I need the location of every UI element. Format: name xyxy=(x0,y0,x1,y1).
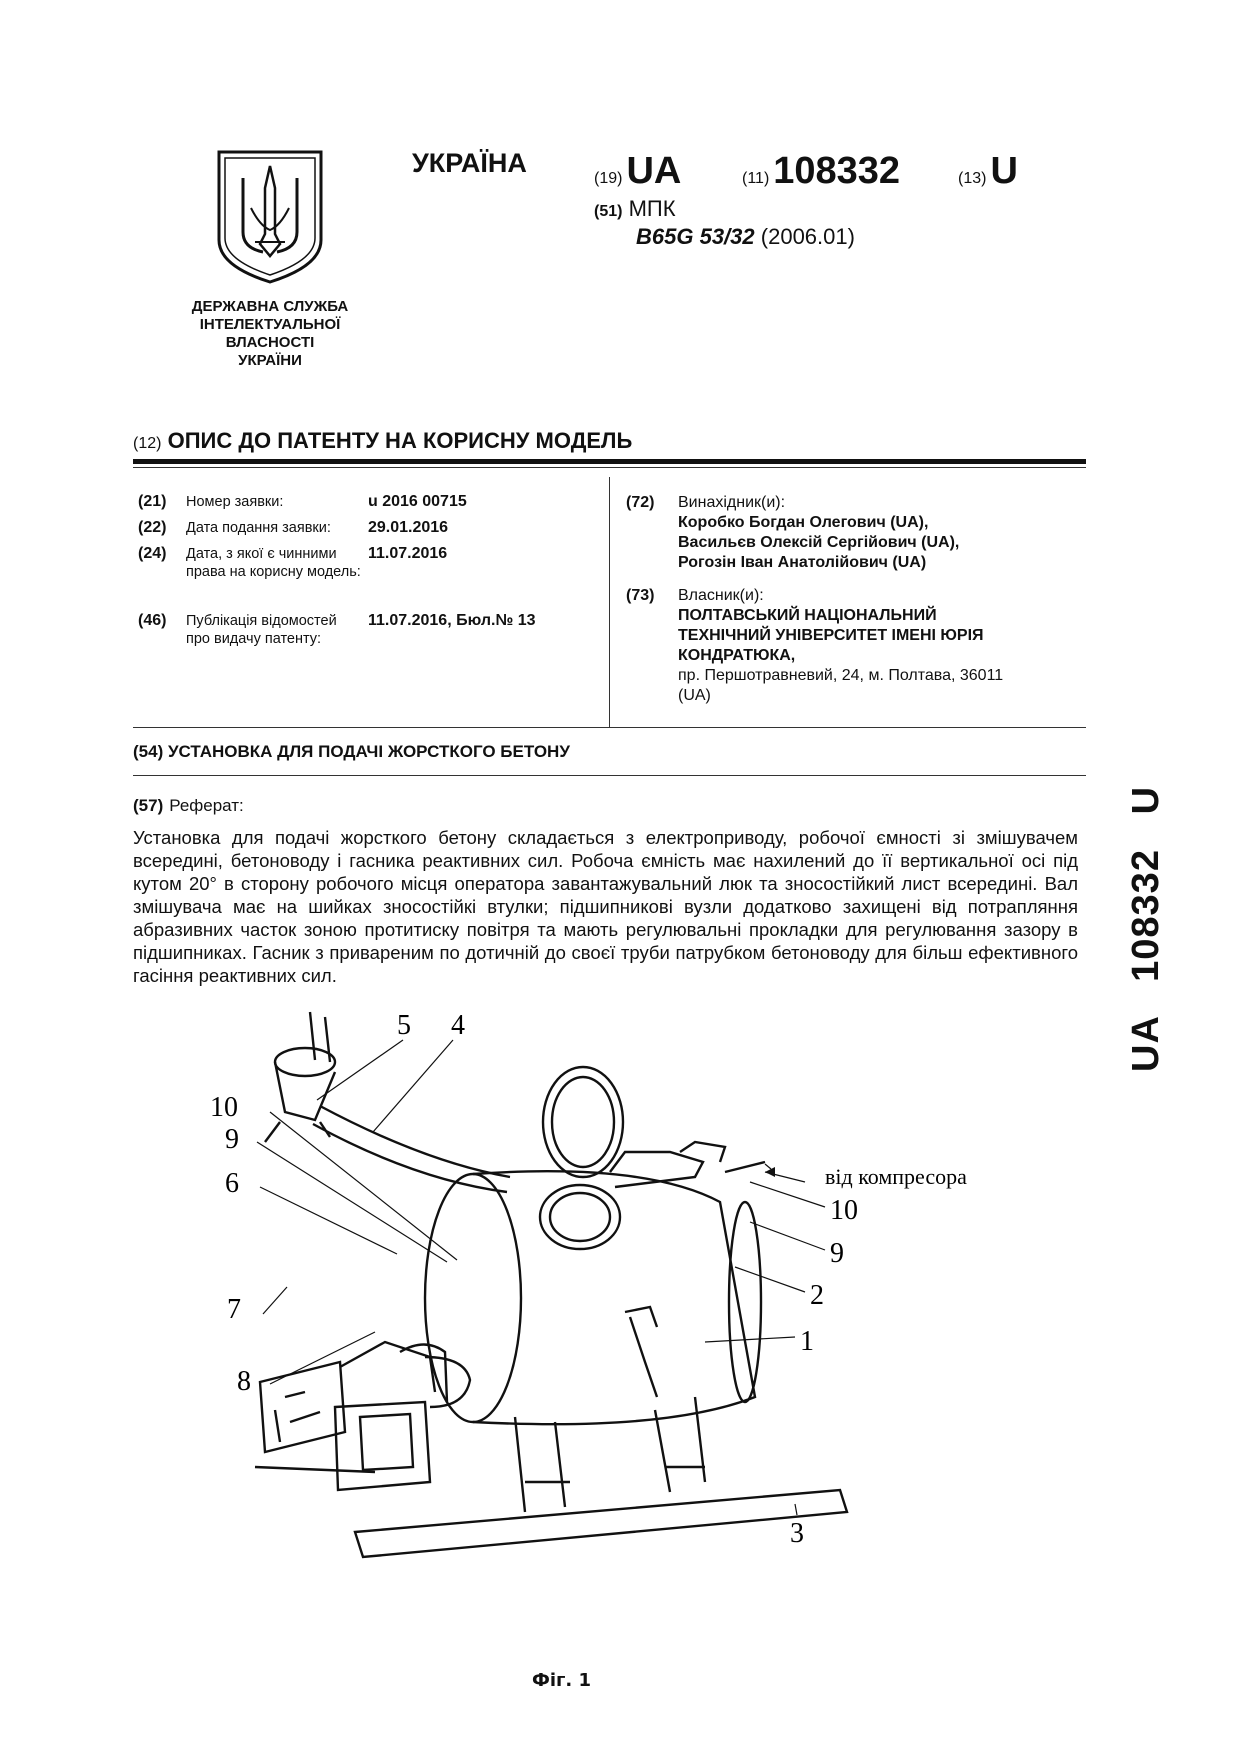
inid-code: (57) xyxy=(133,796,164,815)
field-label: Винахідник(и): xyxy=(678,494,786,511)
inid-code: (54) xyxy=(133,742,164,761)
field-value: 11.07.2016, Бюл.№ 13 xyxy=(368,612,536,629)
callout-4: 4 xyxy=(451,1010,465,1041)
section-divider xyxy=(133,727,1086,728)
inid-code: (51) xyxy=(594,203,623,220)
country-code-block xyxy=(594,150,681,193)
title-divider xyxy=(133,459,1086,464)
abstract-label: Реферат: xyxy=(169,796,244,815)
patent-number-block xyxy=(742,150,900,193)
patent-number: 108332 xyxy=(773,150,901,192)
agency-line: УКРАЇНИ xyxy=(238,352,302,369)
mpk-line xyxy=(594,196,676,222)
kind-code-block xyxy=(958,150,1018,193)
owner-name: ПОЛТАВСЬКИЙ НАЦІОНАЛЬНИЙ xyxy=(678,607,937,624)
agency-name xyxy=(160,298,380,370)
field-value: 11.07.2016 xyxy=(368,545,448,562)
field-value: 29.01.2016 xyxy=(368,519,449,536)
inventor-name: Рогозін Іван Анатолійович (UA) xyxy=(678,554,927,571)
inid-code: (11) xyxy=(742,170,770,187)
owner-address: (UA) xyxy=(678,687,711,704)
mpk-label: МПК xyxy=(628,196,676,221)
ipc-version: (2006.01) xyxy=(760,224,855,249)
field-label: Номер заявки: xyxy=(186,494,284,510)
country-name: УКРАЇНА xyxy=(412,148,527,178)
figure-caption: Фіг. 1 xyxy=(532,1670,592,1691)
agency-line: ВЛАСНОСТІ xyxy=(225,334,315,351)
ipc-line xyxy=(636,224,855,250)
owner-address: пр. Першотравневий, 24, м. Полтава, 36011 xyxy=(678,667,1004,684)
agency-line: ІНТЕЛЕКТУАЛЬНОЇ xyxy=(199,316,341,333)
abstract-text: Установка для подачі жорсткого бетону складається з електроприводу, робочої ємності зі змішувачем всередині, бетоноводу і гасника реактивних сил. Робоча ємність має нахилений до її вертикальної осі під кутом 20° в сторону робочого місця оператора завантажувальний люк та зносостійкий лист всередині. Вал змішувача має на шийках зносостійкі втулки; підшипникові вузли додатково захищені від потрапляння абразивних часток зоною протитиску повітря та мають регулювальні прокладки для регулювання зазору в підшипниках. Гасник з привареним по дотичній до своєї труби патрубком бетоноводу для більш ефективного гасіння реактивних сил. xyxy=(133,827,1078,986)
inid-code: (22) xyxy=(138,519,167,536)
callout-2: 2 xyxy=(810,1280,824,1311)
inid-code: (12) xyxy=(133,435,162,452)
callout-10-left: 10 xyxy=(210,1092,238,1123)
callout-1: 1 xyxy=(800,1326,814,1357)
callout-9-right: 9 xyxy=(830,1238,844,1269)
inventor-name: Коробко Богдан Олегович (UA), xyxy=(678,514,929,531)
document-title xyxy=(133,428,632,454)
inid-code: (73) xyxy=(626,587,655,604)
inid-code: (13) xyxy=(958,170,987,187)
callout-6: 6 xyxy=(225,1168,239,1199)
compressor-label: від компресора xyxy=(825,1164,967,1189)
field-label: Публікація відомостей про видачу патенту: xyxy=(186,613,337,647)
callout-10-right: 10 xyxy=(830,1195,858,1226)
figure-1-drawing xyxy=(210,1010,1025,1627)
inventor-name: Васильєв Олексій Сергійович (UA), xyxy=(678,534,960,551)
document-title-text: ОПИС ДО ПАТЕНТУ НА КОРИСНУ МОДЕЛЬ xyxy=(167,428,633,453)
ipc-class: B65G 53/32 xyxy=(636,224,755,249)
inid-code: (21) xyxy=(138,493,167,510)
inid-code: (24) xyxy=(138,545,167,562)
column-divider xyxy=(609,477,610,727)
title-divider-thin xyxy=(133,467,1086,468)
coat-of-arms-icon xyxy=(215,148,325,286)
inid-code: (46) xyxy=(138,612,167,629)
section-divider xyxy=(133,775,1086,776)
agency-line: ДЕРЖАВНА СЛУЖБА xyxy=(191,298,349,315)
side-code-text: UA 108332 U xyxy=(1125,785,1167,1072)
field-label: Власник(и): xyxy=(678,587,764,604)
callout-7: 7 xyxy=(227,1294,241,1325)
callout-8: 8 xyxy=(237,1366,251,1397)
callout-9-left: 9 xyxy=(225,1124,239,1155)
callout-3: 3 xyxy=(790,1518,804,1549)
kind-code: U xyxy=(990,150,1018,192)
utility-model-title-text: УСТАНОВКА ДЛЯ ПОДАЧІ ЖОРСТКОГО БЕТОНУ xyxy=(167,742,570,761)
field-label: Дата, з якої є чинними права на корисну модель: xyxy=(186,546,361,580)
abstract-heading xyxy=(133,796,244,816)
field-value: u 2016 00715 xyxy=(368,493,467,510)
field-label: Дата подання заявки: xyxy=(186,520,331,536)
utility-model-title xyxy=(133,742,570,762)
owner-name: ТЕХНІЧНИЙ УНІВЕРСИТЕТ ІМЕНІ ЮРІЯ xyxy=(678,627,984,644)
inid-code: (19) xyxy=(594,170,623,187)
owner-name: КОНДРАТЮКА, xyxy=(678,647,796,664)
side-patent-code xyxy=(1125,786,1168,1072)
country-code: UA xyxy=(626,150,682,192)
callout-5: 5 xyxy=(397,1010,411,1041)
inid-code: (72) xyxy=(626,494,655,511)
